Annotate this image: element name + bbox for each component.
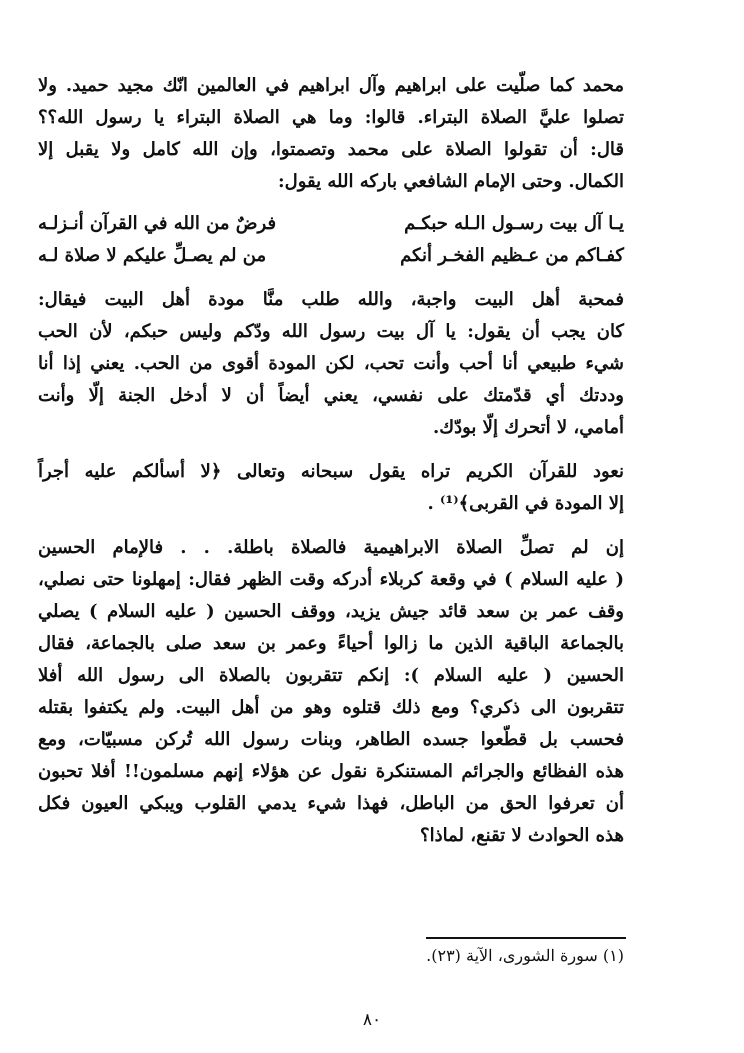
poem-hemistich-first: يـا آل بيت رسـول الـله حبكـم [404, 213, 624, 234]
poem-hemistich-second: فرضٌ من الله في القرآن أنـزلـه [38, 213, 277, 234]
paragraph-1 [38, 70, 624, 198]
text-line: إلا المودة في القربى﴾⁽¹⁾ . [427, 493, 624, 514]
text-line: هذه الفظائع والجرائم المستنكرة نقول عن هؤلاء إنهم مسلمون!! أفلا تحبون [38, 761, 624, 782]
page-number: ٨٠ [362, 1010, 382, 1030]
footnote: (١) سورة الشورى، الآية (٢٣). [426, 946, 624, 965]
text-line: ( عليه السلام ) في وقعة كربلاء أدركه وقت الظهر فقال: إمهلونا حتى نصلي، [38, 569, 624, 590]
text-line: فمحبة أهل البيت واجبة، والله طلب منَّا مودة أهل البيت فيقال: [38, 289, 624, 310]
text-line: الحسين ( عليه السلام ): إنكم تتقربون بالصلاة الى رسول الله أفلا [38, 665, 624, 686]
text-line: محمد كما صلّيت على ابراهيم وآل ابراهيم في العالمين انّك مجيد حميد. ولا [38, 75, 624, 96]
text-line: شيء طبيعي أنا أحب وأنت تحب، لكن المودة أقوى من الحب. يعني إذا أنا [38, 353, 624, 374]
paragraph-2 [38, 284, 624, 444]
text-line: هذه الحوادث لا تقنع، لماذا؟ [420, 825, 624, 846]
text-line: إن لم تصلِّ الصلاة الابراهيمية فالصلاة باطلة. . . فالإمام الحسين [38, 537, 624, 558]
text-line: الكمال. وحتى الإمام الشافعي باركه الله يقول: [277, 171, 624, 192]
poem-verse [38, 240, 624, 272]
poem-verses [38, 208, 624, 272]
text-line: فحسب بل قطّعوا جسده الطاهر، وبنات رسول الله تُركن مسبيّات، ومع [38, 729, 624, 750]
text-line: قال: أن تقولوا الصلاة على محمد وتصمتوا، وإن الله كامل ولا يقبل إلا [38, 139, 624, 160]
text-line: تصلوا عليَّ الصلاة البتراء. قالوا: وما هي الصلاة البتراء يا رسول الله؟؟ [38, 107, 624, 128]
text-line: أن تعرفوا الحق من الباطل، فهذا شيء يدمي القلوب ويبكي العيون فكل [38, 793, 624, 814]
text-line: وددتك أي قدّمتك على نفسي، يعني أيضاً أن لا أدخل الجنة إلّا وأنت [38, 385, 624, 406]
text-line: كان يجب أن يقول: يا آل بيت رسول الله ودّكم وليس حبكم، لأن الحب [38, 321, 624, 342]
poem-hemistich-second: من لم يصـلِّ عليكم لا صلاة لـه [38, 245, 267, 266]
poem-verse [38, 208, 624, 240]
text-line: تتقربون الى ذكري؟ ومع ذلك قتلوه وهو من أهل البيت. ولم يكتفوا بقتله [38, 697, 624, 718]
text-line: أمامي، لا أتحرك إلّا بودّك. [432, 417, 624, 438]
footnote-divider [426, 937, 626, 939]
text-line: بالجماعة الباقية الذين ما زالوا أحياءً وعمر بن سعد صلى بالجماعة، فقال [38, 633, 624, 654]
poem-hemistich-first: كفـاكم من عـظيم الفخـر أنكم [400, 245, 624, 266]
paragraph-3 [38, 456, 624, 520]
text-line: وقف عمر بن سعد قائد جيش يزيد، ووقف الحسين ( عليه السلام ) يصلي [38, 601, 624, 622]
paragraph-4 [38, 532, 624, 852]
text-line: نعود للقرآن الكريم تراه يقول سبحانه وتعالى ﴿لا أسألكم عليه أجراً [38, 461, 624, 482]
page-body [38, 70, 624, 852]
